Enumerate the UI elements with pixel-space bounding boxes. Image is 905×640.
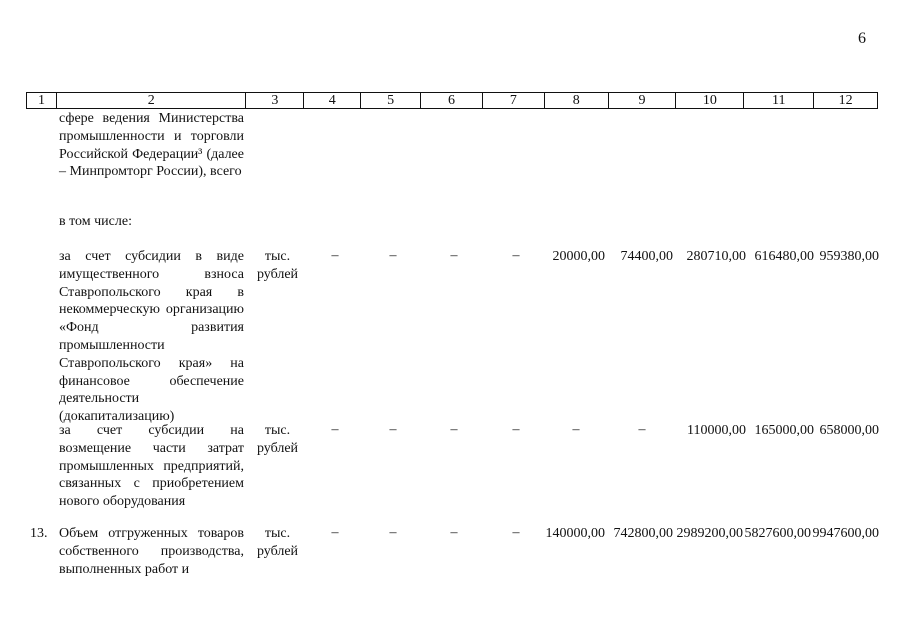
value-cell: 616480,00 — [754, 249, 814, 264]
value-cell: 9947600,00 — [812, 526, 879, 541]
value-cell: – — [331, 422, 339, 437]
row-unit: тыс. рублей — [256, 249, 299, 282]
value-cell: – — [512, 525, 520, 540]
value-cell: – — [572, 422, 580, 437]
value-cell: 110000,00 — [687, 423, 746, 438]
value-cell: 742800,00 — [613, 526, 673, 541]
column-header: 12 — [838, 93, 853, 108]
value-cell: – — [389, 248, 397, 263]
column-header: 8 — [545, 93, 609, 108]
column-header: 9 — [609, 93, 677, 108]
page-number: 6 — [858, 30, 866, 47]
column-header: 3 — [246, 93, 304, 108]
row-number: 13. — [30, 526, 48, 541]
column-header: 11 — [744, 93, 814, 108]
row-unit: тыс. рублей — [256, 423, 299, 456]
value-cell: 140000,00 — [545, 526, 605, 541]
value-cell: 74400,00 — [620, 249, 673, 264]
column-header: 1 — [27, 93, 57, 108]
value-cell: – — [331, 248, 339, 263]
column-header: 6 — [421, 93, 483, 108]
row-unit: тыс. рублей — [256, 526, 299, 559]
column-header: 7 — [483, 93, 545, 108]
row-description: за счет субсидии на возмещение части затрат промышленных предприятий, связанных с приобретением нового оборудования — [59, 423, 244, 510]
in-that-number-label: в том числе: — [59, 214, 132, 229]
value-cell: 2989200,00 — [676, 526, 743, 541]
value-cell: 280710,00 — [686, 249, 746, 264]
column-header: 5 — [361, 93, 421, 108]
value-cell: 5827600,00 — [744, 526, 811, 541]
intro-text: сфере ведения Министерства промышленности и торговли Российской Федерации³ (далее – Минпромторг России), всего — [59, 111, 244, 180]
value-cell: – — [450, 248, 458, 263]
row-description: Объем отгруженных товаров собственного производства, выполненных работ и — [59, 526, 244, 577]
value-cell: 959380,00 — [819, 249, 879, 264]
value-cell: – — [450, 525, 458, 540]
table-header-row — [26, 92, 878, 109]
value-cell: – — [331, 525, 339, 540]
value-cell: – — [389, 422, 397, 437]
column-header: 2 — [57, 93, 247, 108]
value-cell: – — [512, 422, 520, 437]
value-cell: 658000,00 — [819, 423, 879, 438]
value-cell: 165000,00 — [754, 423, 814, 438]
value-cell: – — [389, 525, 397, 540]
column-header: 10 — [676, 93, 744, 108]
column-header: 4 — [304, 93, 361, 108]
value-cell: 20000,00 — [552, 249, 605, 264]
value-cell: – — [512, 248, 520, 263]
value-cell: – — [638, 422, 646, 437]
row-description: за счет субсидии в виде имущественного взноса Ставропольского края в некоммерческую организацию «Фонд развития промышленности Ставропольского края» на финансовое обеспечение деятельности (докапитализацию) — [59, 249, 244, 425]
value-cell: – — [450, 422, 458, 437]
